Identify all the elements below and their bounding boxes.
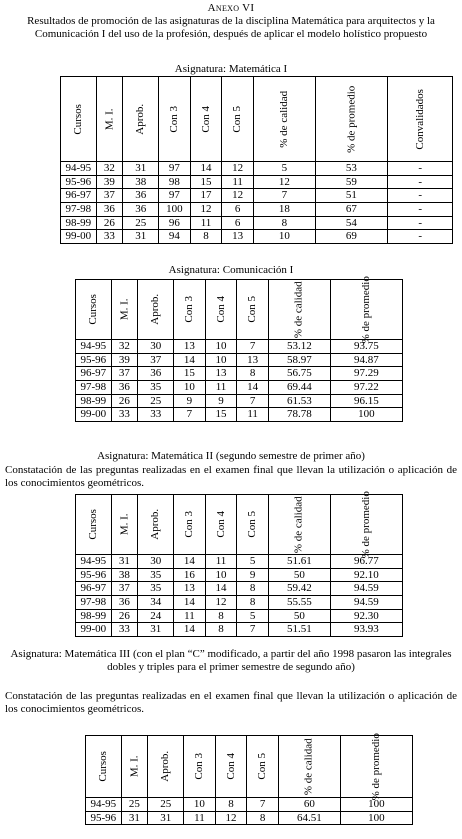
table-cell: 53.12 xyxy=(268,340,330,354)
table-cell: 38 xyxy=(111,568,138,582)
table-cell: 96.77 xyxy=(330,555,402,569)
table-cell: 64.51 xyxy=(278,811,340,825)
table-cell: 11 xyxy=(205,555,237,569)
table-cell: 36 xyxy=(96,202,123,216)
table2-header: Aprob. xyxy=(138,280,174,340)
table-cell: 78.78 xyxy=(268,408,330,422)
table-cell: 8 xyxy=(237,367,269,381)
table-cell: 10 xyxy=(184,798,216,812)
table-cell: 13 xyxy=(222,230,254,244)
table-cell: 14 xyxy=(190,162,222,176)
table-cell: 95-96 xyxy=(61,175,97,189)
table-cell: 25 xyxy=(138,394,174,408)
table3-header: M. I. xyxy=(111,495,138,555)
table-cell: 9 xyxy=(205,394,237,408)
table-cell: 35 xyxy=(138,380,174,394)
table-cell: 97 xyxy=(159,189,191,203)
table-row xyxy=(61,189,453,203)
table-cell: 39 xyxy=(111,353,138,367)
table-cell: 37 xyxy=(111,367,138,381)
table-cell: 100 xyxy=(159,202,191,216)
table-cell: 92.10 xyxy=(330,568,402,582)
table-cell: 14 xyxy=(237,380,269,394)
table-cell: 12 xyxy=(215,811,247,825)
table2-header: Con 5 xyxy=(237,280,269,340)
table-comunicacion-1 xyxy=(75,276,403,422)
table-cell: 51 xyxy=(315,189,387,203)
table-cell: 94 xyxy=(159,230,191,244)
table-cell: 98 xyxy=(159,175,191,189)
table-cell: 7 xyxy=(237,623,269,637)
table3-header-row xyxy=(76,495,403,555)
table1-header: M. I. xyxy=(96,77,123,162)
table-cell: 31 xyxy=(138,623,174,637)
table-cell: 12 xyxy=(222,189,254,203)
table-cell: 15 xyxy=(174,367,206,381)
table3-header: % de promedio xyxy=(330,495,402,555)
table-cell: 9 xyxy=(237,568,269,582)
table-cell: 98-99 xyxy=(76,609,112,623)
table4-header: Aprob. xyxy=(148,736,184,798)
table-cell: 5 xyxy=(237,555,269,569)
table3-header: Aprob. xyxy=(138,495,174,555)
table-cell: 35 xyxy=(138,568,174,582)
table-cell: 55.55 xyxy=(268,595,330,609)
table-cell: 8 xyxy=(205,609,237,623)
table-cell: 6 xyxy=(222,216,254,230)
table2-header: Con 4 xyxy=(205,280,237,340)
table-cell: - xyxy=(387,202,453,216)
table3-header: Cursos xyxy=(76,495,112,555)
table-cell: 25 xyxy=(121,798,148,812)
table-cell: 92.30 xyxy=(330,609,402,623)
table-row xyxy=(86,811,413,825)
table-cell: 97-98 xyxy=(76,380,112,394)
table-cell: 26 xyxy=(111,394,138,408)
document-title: Resultados de promoción de las asignaturas de la disciplina Matemática para arquitectos y la Comunicación I del uso de la profesión, después de aplicar el modelo holístico propuesto xyxy=(27,15,435,40)
table-row xyxy=(61,230,453,244)
table-cell: 61.53 xyxy=(268,394,330,408)
table-cell: 95-96 xyxy=(76,353,112,367)
table-cell: 10 xyxy=(205,353,237,367)
table-cell: 7 xyxy=(237,394,269,408)
table-row xyxy=(76,408,403,422)
table-cell: 8 xyxy=(190,230,222,244)
table2-header: Cursos xyxy=(76,280,112,340)
table-cell: 10 xyxy=(174,380,206,394)
table-cell: 37 xyxy=(111,582,138,596)
table-cell: 12 xyxy=(190,202,222,216)
table-cell: 7 xyxy=(174,408,206,422)
table-cell: 99-00 xyxy=(61,230,97,244)
table-cell: 13 xyxy=(205,367,237,381)
table-cell: 11 xyxy=(190,216,222,230)
table-cell: 31 xyxy=(111,555,138,569)
table-cell: 94-95 xyxy=(76,555,112,569)
annex-title: Anexo VI xyxy=(207,2,255,14)
table-cell: 36 xyxy=(111,595,138,609)
table-cell: 13 xyxy=(237,353,269,367)
table-row xyxy=(76,394,403,408)
table-cell: 31 xyxy=(148,811,184,825)
table-cell: 10 xyxy=(205,340,237,354)
table-cell: 38 xyxy=(123,175,159,189)
table-cell: 11 xyxy=(237,408,269,422)
table4-header: Con 4 xyxy=(215,736,247,798)
table-cell: 17 xyxy=(190,189,222,203)
table-cell: 96.15 xyxy=(330,394,402,408)
table4-header: Con 3 xyxy=(184,736,216,798)
table-cell: 37 xyxy=(96,189,123,203)
table3-caption: Asignatura: Matemática II (segundo semestre de primer año) xyxy=(97,450,365,462)
table-row xyxy=(76,609,403,623)
table-cell: 7 xyxy=(253,189,315,203)
table-cell: 8 xyxy=(237,582,269,596)
table-cell: 97-98 xyxy=(76,595,112,609)
table4-header: % de calidad xyxy=(278,736,340,798)
table2-header: M. I. xyxy=(111,280,138,340)
table-row xyxy=(86,798,413,812)
table-cell: 25 xyxy=(123,216,159,230)
table-cell: 56.75 xyxy=(268,367,330,381)
table-cell: 8 xyxy=(205,623,237,637)
table3-header: Con 5 xyxy=(237,495,269,555)
table-cell: 54 xyxy=(315,216,387,230)
table-cell: 24 xyxy=(138,609,174,623)
table4-header: M. I. xyxy=(121,736,148,798)
table-cell: 31 xyxy=(123,230,159,244)
table-cell: 95-96 xyxy=(76,568,112,582)
table2-header-row xyxy=(76,280,403,340)
table-cell: 13 xyxy=(174,340,206,354)
table-cell: 11 xyxy=(174,609,206,623)
table-cell: 96-97 xyxy=(76,582,112,596)
table3-note: Constatación de las preguntas realizadas en el examen final que llevan la utilización o aplicación de los conocimientos geométricos. xyxy=(5,464,457,489)
table-cell: 13 xyxy=(174,582,206,596)
table-cell: 33 xyxy=(138,408,174,422)
table-cell: 32 xyxy=(111,340,138,354)
table-cell: 11 xyxy=(205,380,237,394)
table-cell: 100 xyxy=(340,798,412,812)
table-cell: 36 xyxy=(123,202,159,216)
table-cell: 6 xyxy=(222,202,254,216)
table-cell: 97.29 xyxy=(330,367,402,381)
table-row xyxy=(76,555,403,569)
table1-header: Con 4 xyxy=(190,77,222,162)
table1-caption: Asignatura: Matemática I xyxy=(174,63,288,75)
table1-header: % de promedio xyxy=(315,77,387,162)
table-cell: 32 xyxy=(96,162,123,176)
table-cell: 93.93 xyxy=(330,623,402,637)
table-cell: 94.59 xyxy=(330,595,402,609)
table-cell: - xyxy=(387,216,453,230)
table3-header: Con 4 xyxy=(205,495,237,555)
table1-header: Con 3 xyxy=(159,77,191,162)
table-cell: 69 xyxy=(315,230,387,244)
table-cell: 26 xyxy=(111,609,138,623)
table-cell: 50 xyxy=(268,568,330,582)
table-cell: 60 xyxy=(278,798,340,812)
table-cell: 96-97 xyxy=(76,367,112,381)
table-cell: 69.44 xyxy=(268,380,330,394)
table-cell: 94-95 xyxy=(61,162,97,176)
table-cell: 12 xyxy=(222,162,254,176)
table4-note: Constatación de las preguntas realizadas en el examen final que llevan la utilización o aplicación de los conocimientos geométricos. xyxy=(5,690,457,715)
table-cell: 12 xyxy=(253,175,315,189)
table-row xyxy=(76,595,403,609)
table-cell: 31 xyxy=(123,162,159,176)
table-cell: 5 xyxy=(253,162,315,176)
table-cell: 59.42 xyxy=(268,582,330,596)
table4-header: % de promedio xyxy=(340,736,412,798)
table2-header: % de calidad xyxy=(268,280,330,340)
table-cell: 100 xyxy=(330,408,402,422)
table-cell: 7 xyxy=(237,340,269,354)
table-cell: - xyxy=(387,189,453,203)
table-cell: 36 xyxy=(111,380,138,394)
table-row xyxy=(61,202,453,216)
table-cell: 37 xyxy=(138,353,174,367)
table-cell: 8 xyxy=(237,595,269,609)
table-cell: 97.22 xyxy=(330,380,402,394)
table-cell: 10 xyxy=(253,230,315,244)
table-cell: 53 xyxy=(315,162,387,176)
table3-header: % de calidad xyxy=(268,495,330,555)
table1-header-row xyxy=(61,77,453,162)
table-row xyxy=(76,340,403,354)
table1-header: Convalidados xyxy=(387,77,453,162)
table-cell: 36 xyxy=(123,189,159,203)
table-cell: 67 xyxy=(315,202,387,216)
table-cell: 97 xyxy=(159,162,191,176)
table1-header: Cursos xyxy=(61,77,97,162)
table-cell: 51.51 xyxy=(268,623,330,637)
table-cell: 10 xyxy=(205,568,237,582)
table1-header: Aprob. xyxy=(123,77,159,162)
table-row xyxy=(76,582,403,596)
table-cell: 100 xyxy=(340,811,412,825)
table-cell: 14 xyxy=(174,623,206,637)
table-cell: 5 xyxy=(237,609,269,623)
table-cell: 7 xyxy=(247,798,279,812)
table-cell: 98-99 xyxy=(76,394,112,408)
table-cell: 98-99 xyxy=(61,216,97,230)
table-cell: 26 xyxy=(96,216,123,230)
table-cell: 59 xyxy=(315,175,387,189)
table-cell: 96-97 xyxy=(61,189,97,203)
table2-header: % de promedio xyxy=(330,280,402,340)
table-cell: 12 xyxy=(205,595,237,609)
table-cell: 94.87 xyxy=(330,353,402,367)
table4-header: Cursos xyxy=(86,736,122,798)
table-cell: 33 xyxy=(96,230,123,244)
table-cell: 14 xyxy=(205,582,237,596)
table-cell: 35 xyxy=(138,582,174,596)
table-cell: 15 xyxy=(190,175,222,189)
table-cell: - xyxy=(387,162,453,176)
table-cell: 14 xyxy=(174,595,206,609)
table-matematica-3 xyxy=(85,735,413,825)
table-cell: 99-00 xyxy=(76,408,112,422)
table-cell: 94-95 xyxy=(76,340,112,354)
table-cell: 34 xyxy=(138,595,174,609)
table-cell: 58.97 xyxy=(268,353,330,367)
table-cell: - xyxy=(387,230,453,244)
table-cell: 9 xyxy=(174,394,206,408)
table4-caption: Asignatura: Matemática III (con el plan “C” modificado, a partir del año 1998 pasaron las integrales dobles y triples para el primer semestre de segundo año) xyxy=(10,648,452,673)
table4-header-row xyxy=(86,736,413,798)
table-cell: 94.59 xyxy=(330,582,402,596)
table-cell: 11 xyxy=(184,811,216,825)
table-cell: 16 xyxy=(174,568,206,582)
table1-header: % de calidad xyxy=(253,77,315,162)
table-matematica-2 xyxy=(75,491,403,637)
table-cell: 11 xyxy=(222,175,254,189)
table4-header: Con 5 xyxy=(247,736,279,798)
table-cell: 14 xyxy=(174,353,206,367)
table-cell: 36 xyxy=(138,367,174,381)
table-cell: 97-98 xyxy=(61,202,97,216)
table-row xyxy=(61,175,453,189)
table3-header: Con 3 xyxy=(174,495,206,555)
table-cell: 14 xyxy=(174,555,206,569)
table-cell: 39 xyxy=(96,175,123,189)
table1-header: Con 5 xyxy=(222,77,254,162)
table-row xyxy=(76,380,403,394)
table-cell: 51.61 xyxy=(268,555,330,569)
table-cell: 8 xyxy=(215,798,247,812)
table-cell: 8 xyxy=(247,811,279,825)
table-row xyxy=(61,216,453,230)
table2-header: Con 3 xyxy=(174,280,206,340)
table-cell: 50 xyxy=(268,609,330,623)
table-cell: 93.75 xyxy=(330,340,402,354)
table-cell: 96 xyxy=(159,216,191,230)
table-row xyxy=(61,162,453,176)
table-cell: 18 xyxy=(253,202,315,216)
table-cell: 8 xyxy=(253,216,315,230)
table-row xyxy=(76,568,403,582)
table-cell: - xyxy=(387,175,453,189)
table2-caption: Asignatura: Comunicación I xyxy=(168,264,294,276)
table-cell: 33 xyxy=(111,623,138,637)
table-cell: 99-00 xyxy=(76,623,112,637)
table-cell: 31 xyxy=(121,811,148,825)
table-cell: 95-96 xyxy=(86,811,122,825)
table-row xyxy=(76,353,403,367)
table-row xyxy=(76,367,403,381)
table-cell: 15 xyxy=(205,408,237,422)
table-cell: 30 xyxy=(138,555,174,569)
table-cell: 94-95 xyxy=(86,798,122,812)
table-row xyxy=(76,623,403,637)
table-cell: 33 xyxy=(111,408,138,422)
table-cell: 30 xyxy=(138,340,174,354)
table-cell: 25 xyxy=(148,798,184,812)
table-matematica-1 xyxy=(60,76,453,244)
